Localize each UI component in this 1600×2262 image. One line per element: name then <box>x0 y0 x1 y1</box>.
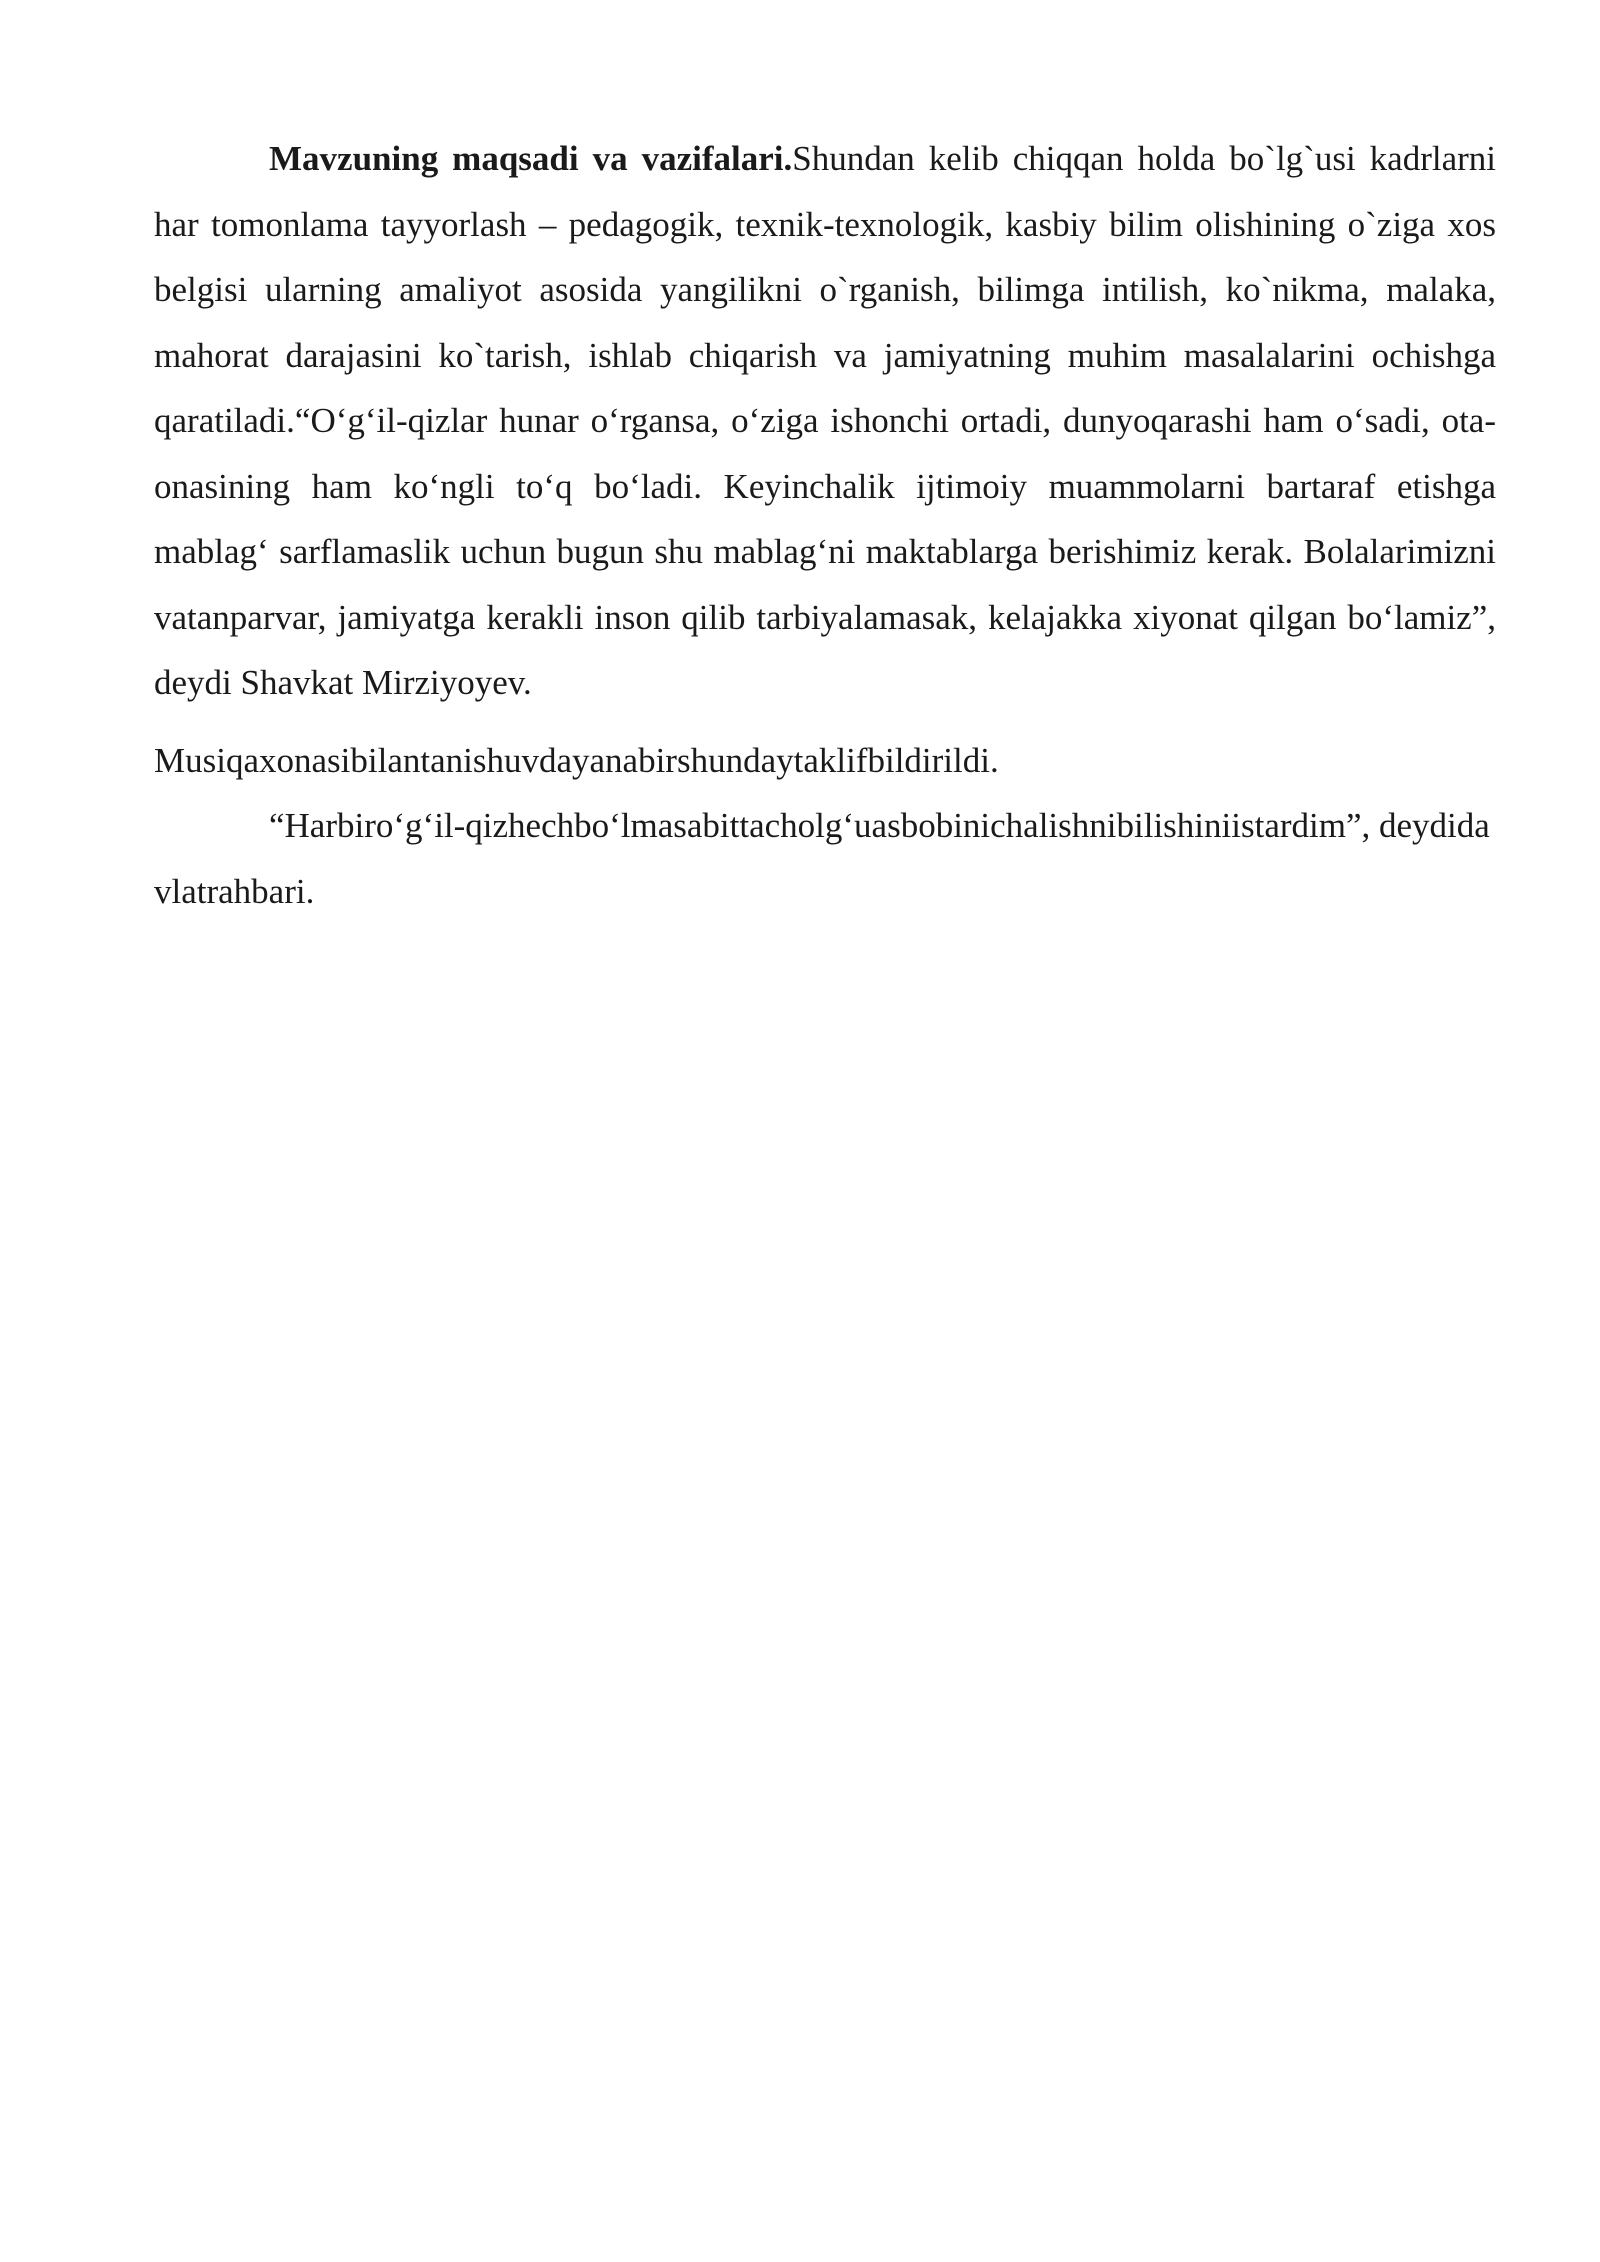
paragraph-music-room: Musiqaxonasibilantanishuvdayanabirshundaytaklifbildirildi. <box>154 740 999 780</box>
paragraph-quote: “Harbiro‘g‘il-qizhechbo‘lmasabittacholg‘uasbobinichalishnibilishiniistardim”, deydidavlatrahbari. <box>154 806 1490 911</box>
paragraph-intro-text: Shundan kelib chiqqan holda bo`lg`usi kadrlarni har tomonlama tayyorlash – pedagogik, texnik-texnologik, kasbiy bilim olishining o`ziga xos belgisi ularning amaliyot asosida yangilikni o`rganish, bilimga intilish, ko`nikma, malaka, mahorat darajasini ko`tarish, ishlab chiqarish va jamiyatning muhim masalalarini ochishga qaratiladi.“O‘g‘il-qizlar hunar o‘rgansa, o‘ziga ishonchi ortadi, dunyoqarashi ham o‘sadi, ota-onasining ham ko‘ngli to‘q bo‘ladi. Keyinchalik ijtimoiy muammolarni bartaraf etishga mablag‘ sarflamaslik uchun bugun shu mablag‘ni maktablarga berishimiz kerak. Bolalarimizni vatanparvar, jamiyatga kerakli inson qilib tarbiyalamasak, kelajakka xiyonat qilgan bo‘lamiz”, deydi Shavkat Mirziyoyev. <box>154 139 1496 702</box>
document-body <box>154 126 1496 924</box>
paragraph-intro <box>154 126 1496 716</box>
section-heading: Mavzuning maqsadi va vazifalari. <box>269 139 793 178</box>
